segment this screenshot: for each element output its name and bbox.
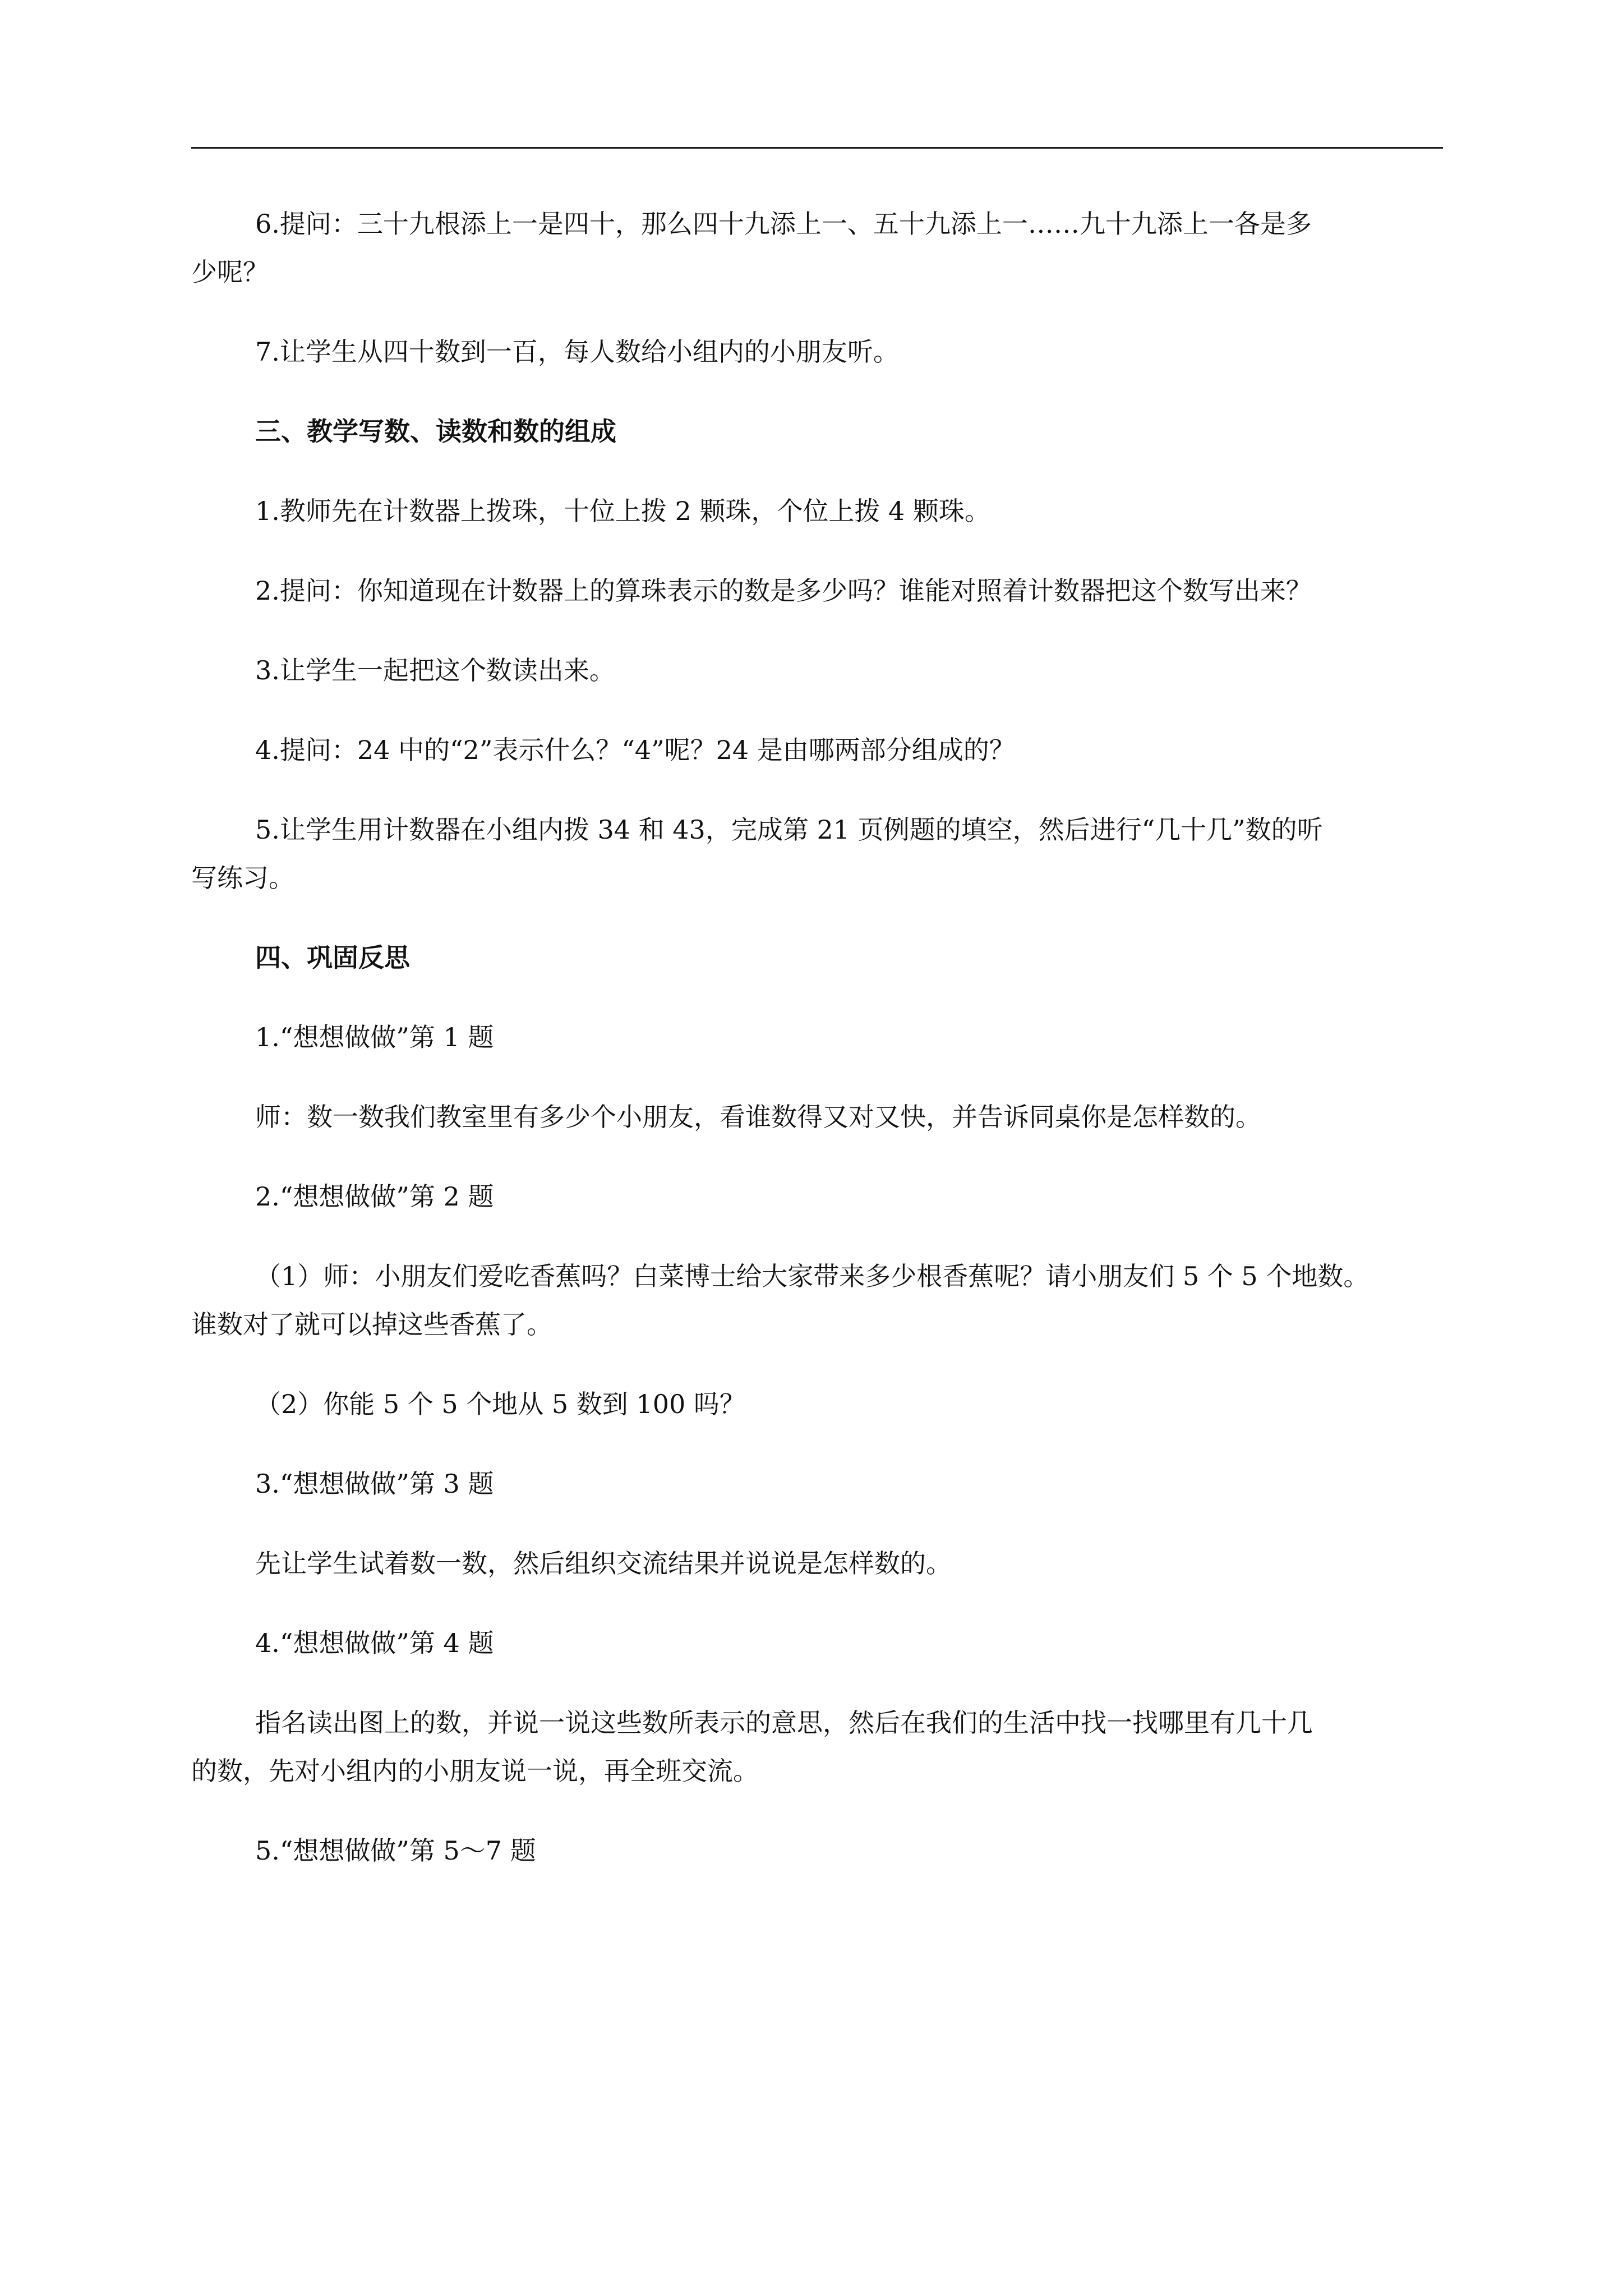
paragraph-line: （2）你能 5 个 5 个地从 5 数到 100 吗？ [255,1389,745,1419]
document-body [191,200,1443,1906]
paragraph-line: 5.“想想做做”第 5～7 题 [255,1835,536,1866]
paragraph-s3p3 [255,646,1443,694]
paragraph-s3p4 [255,726,1443,774]
paragraph-s4p2b [255,1380,1443,1428]
paragraph-line: 6.提问：三十九根添上一是四十，那么四十九添上一、五十九添上一……九十九添上一各是多 [255,209,1312,239]
heading-text: 四、巩固反思 [255,942,410,973]
paragraph-s4p4a [191,1699,1443,1795]
paragraph-s3p5 [191,806,1443,902]
paragraph-line: 1.“想想做做”第 1 题 [255,1022,494,1052]
paragraph-line: 3.“想想做做”第 3 题 [255,1469,494,1499]
paragraph-s4p2 [255,1172,1443,1221]
paragraph-s4p5 [255,1826,1443,1875]
paragraph-line: 先让学生试着数一数，然后组织交流结果并说说是怎样数的。 [255,1548,952,1579]
paragraph-line: （1）师：小朋友们爱吃香蕉吗？白菜博士给大家带来多少根香蕉呢？请小朋友们 5 个 5 个地数。 [255,1261,1370,1291]
paragraph-line: 师：数一数我们教室里有多少个小朋友，看谁数得又对又快，并告诉同桌你是怎样数的。 [255,1102,1261,1132]
paragraph-line-continued: 的数，先对小组内的小朋友说一说，再全班交流。 [191,1756,759,1786]
paragraph-s3p2 [255,567,1443,615]
paragraph-s4p2a [191,1252,1443,1349]
paragraph-line-continued: 谁数对了就可以掉这些香蕉了。 [191,1309,552,1340]
paragraph-line: 2.提问：你知道现在计数器上的算珠表示的数是多少吗？谁能对照着计数器把这个数写出来？ [255,576,1312,606]
paragraph-s4p4 [255,1619,1443,1667]
paragraph-q7 [255,328,1443,376]
paragraph-line: 5.让学生用计数器在小组内拨 34 和 43，完成第 21 页例题的填空，然后进行“几十几”数的听 [255,815,1323,845]
paragraph-s4p3a [255,1539,1443,1588]
paragraph-s3p1 [255,487,1443,535]
paragraph-line: 1.教师先在计数器上拨珠，十位上拨 2 颗珠，个位上拨 4 颗珠。 [255,496,990,526]
paragraph-q6 [191,200,1443,296]
heading-text: 三、教学写数、读数和数的组成 [255,416,616,447]
paragraph-line: 指名读出图上的数，并说一说这些数所表示的意思，然后在我们的生活中找一找哪里有几十几 [255,1708,1313,1738]
paragraph-s4p3 [255,1460,1443,1508]
section-heading-3 [255,407,1443,455]
header-rule [191,147,1443,149]
paragraph-line-continued: 写练习。 [191,863,294,893]
paragraph-line-continued: 少呢？ [191,257,269,287]
paragraph-line: 2.“想想做做”第 2 题 [255,1181,494,1212]
paragraph-line: 7.让学生从四十数到一百，每人数给小组内的小朋友听。 [255,337,899,367]
section-heading-4 [255,933,1443,982]
paragraph-line: 3.让学生一起把这个数读出来。 [255,655,615,685]
paragraph-line: 4.“想想做做”第 4 题 [255,1628,494,1658]
paragraph-line: 4.提问：24 中的“2”表示什么？“4”呢？24 是由哪两部分组成的？ [255,735,1015,765]
paragraph-s4p1 [255,1013,1443,1061]
paragraph-s4p1a [255,1093,1443,1141]
